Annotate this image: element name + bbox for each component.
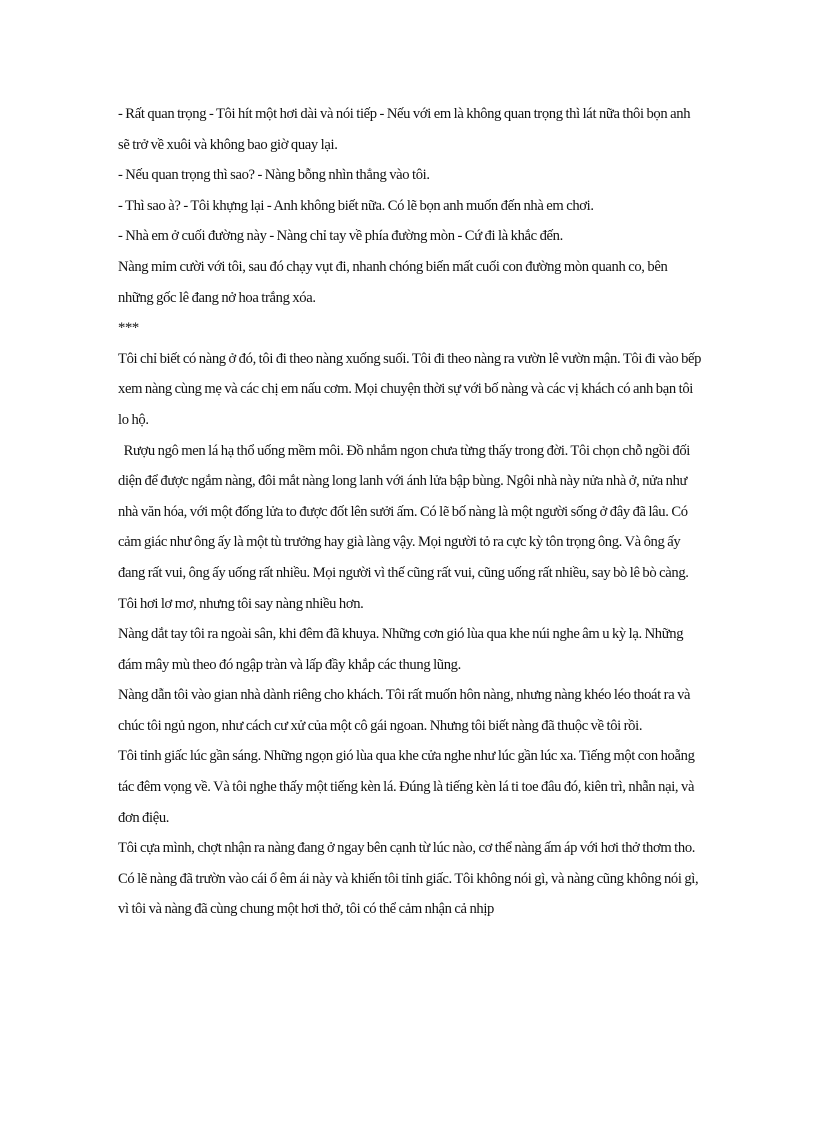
paragraph-2: - Nếu quan trọng thì sao? - Nàng bỗng nhìn thẳng vào tôi. (118, 167, 430, 184)
paragraph-8: Rượu ngô men lá hạ thổ uống mềm môi. Đồ nhắm ngon chưa từng thấy trong đời. Tôi chọn chỗ ngồi đối diện để được ngắm nàng, đôi mắt nàng long lanh với ánh lửa bập bùng. Ngôi nhà này nửa nhà ở, nửa như nhà văn hóa, với một đống lửa to được đốt lên sưởi ấm. Có lẽ bố nàng là một người sống ở đây đã lâu. Có cảm giác như ông ấy là một tù trưởng hay già làng vậy. Mọi người tỏ ra cực kỳ tôn trọng ông. Và ông ấy đang rất vui, ông ấy uống rất nhiều. Mọi người vì thế cũng rất vui, cũng uống rất nhiều, say bò lê bò càng. Tôi hơi lơ mơ, nhưng tôi say nàng nhiều hơn. (118, 442, 693, 612)
paragraph-7: Tôi chỉ biết có nàng ở đó, tôi đi theo nàng xuống suối. Tôi đi theo nàng ra vườn lê vườn mận. Tôi đi vào bếp xem nàng cùng mẹ và các chị em nấu cơm. Mọi chuyện thời sự với bố nàng và các vị khách có anh bạn tôi lo hộ. (118, 350, 702, 428)
paragraph-10: Nàng dẫn tôi vào gian nhà dành riêng cho khách. Tôi rất muốn hôn nàng, nhưng nàng khéo léo thoát ra và chúc tôi ngủ ngon, như cách cư xử của một cô gái ngoan. Nhưng tôi biết nàng đã thuộc về tôi rồi. (118, 687, 691, 734)
section-separator: *** (118, 320, 139, 337)
paragraph-5: Nàng mỉm cười với tôi, sau đó chạy vụt đi, nhanh chóng biến mất cuối con đường mòn quanh co, bên những gốc lê đang nở hoa trắng xóa. (118, 258, 668, 306)
paragraph-9: Nàng dắt tay tôi ra ngoài sân, khi đêm đã khuya. Những cơn gió lùa qua khe núi nghe âm u kỳ lạ. Những đám mây mù theo đó ngập tràn và lấp đầy khắp các thung lũng. (118, 626, 684, 673)
paragraph-4: - Nhà em ở cuối đường này - Nàng chỉ tay về phía đường mòn - Cứ đi là khắc đến. (118, 228, 563, 245)
story-text (118, 99, 703, 925)
paragraph-3: - Thì sao à? - Tôi khựng lại - Anh không biết nữa. Có lẽ bọn anh muốn đến nhà em chơi. (118, 197, 594, 214)
paragraph-11: Tôi tỉnh giấc lúc gần sáng. Những ngọn gió lùa qua khe cửa nghe như lúc gần lúc xa. Tiếng một con hoẵng tác đêm vọng về. Và tôi nghe thấy một tiếng kèn lá. Đúng là tiếng kèn lá ti toe đâu đó, kiên trì, nhẫn nại, và đơn điệu. (118, 748, 695, 826)
paragraph-12: Tôi cựa mình, chợt nhận ra nàng đang ở ngay bên cạnh từ lúc nào, cơ thể nàng ấm áp với hơi thở thơm tho. Có lẽ nàng đã trườn vào cái ổ êm ái này và khiến tôi tỉnh giấc. Tôi không nói gì, và nàng cũng không nói gì, vì tôi và nàng đã cùng chung một hơi thở, tôi có thể cảm nhận cả nhịp (118, 840, 699, 918)
paragraph-1: - Rất quan trọng - Tôi hít một hơi dài và nói tiếp - Nếu với em là không quan trọng thì lát nữa thôi bọn anh sẽ trở về xuôi và không bao giờ quay lại. (118, 106, 691, 153)
